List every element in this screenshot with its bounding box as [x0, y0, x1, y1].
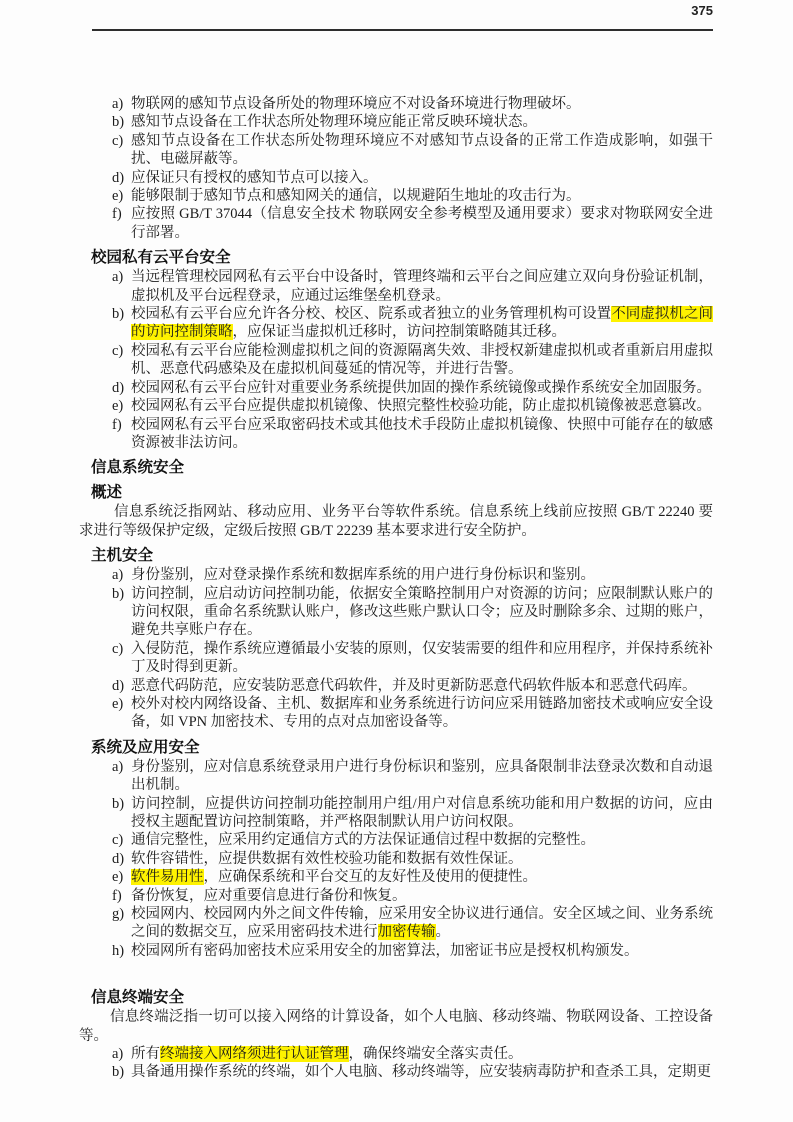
list-item	[79, 305, 713, 342]
item-text-pre: 所有	[131, 1046, 160, 1063]
item-text: 感知节点设备在工作状态所处物理环境应能正常反映环境状态。	[131, 114, 537, 131]
item-label: g)	[112, 906, 125, 923]
item-text	[131, 868, 713, 886]
system-app-security-list	[79, 758, 713, 960]
item-text-pre: 校园网内、校园网内外之间文件传输，应采用安全协议进行通信。安全区域之间、业务系统之间的数据交互，应采用密码技术进行	[131, 906, 713, 941]
item-text: 感知节点设备在工作状态所处物理环境应不对感知节点设备的正常工作造成影响，如强干扰、电磁屏蔽等。	[131, 132, 713, 168]
item-label: h)	[112, 942, 125, 959]
item-label: e)	[112, 398, 124, 415]
highlighted-text: 终端接入网络须进行认证管理	[160, 1046, 349, 1063]
list-item	[79, 640, 713, 677]
section-heading-host-security: 主机安全	[91, 547, 154, 565]
list-item	[79, 905, 713, 942]
list-item	[79, 887, 713, 905]
list-item	[79, 342, 713, 379]
highlighted-text: 加密传输	[377, 924, 436, 941]
section-heading-info-system-security: 信息系统安全	[91, 459, 185, 477]
item-text-post: ，应确保系统和平台交互的友好性及使用的便捷性。	[203, 869, 537, 886]
item-text: 校园网私有云平台应针对重要业务系统提供加固的操作系统镜像或操作系统安全加固服务。	[131, 379, 711, 396]
item-text: 能够限制于感知节点和感知网关的通信，以规避陌生地址的攻击行为。	[131, 188, 581, 205]
item-label: a)	[112, 269, 124, 286]
page-number: 375	[691, 3, 713, 18]
item-text: 当远程管理校园网私有云平台中设备时，管理终端和云平台之间应建立双向身份验证机制，虚拟机及平台远程登录，应通过运维堡垒机登录。	[131, 269, 713, 304]
item-text-pre: 校园私有云平台应允许各分校、校区、院系或者独立的业务管理机构可设置	[131, 306, 612, 323]
list-item	[79, 132, 713, 169]
list-item	[79, 831, 713, 849]
terminal-security-list	[79, 1045, 713, 1082]
item-label: d)	[112, 850, 125, 867]
item-label: c)	[112, 832, 124, 849]
host-security-list	[79, 566, 713, 732]
list-item	[79, 585, 713, 640]
item-label: a)	[112, 567, 124, 584]
item-label: f)	[112, 206, 122, 223]
item-text: 身份鉴别，应对信息系统登录用户进行身份标识和鉴别，应具备限制非法登录次数和自动退出机制。	[131, 758, 713, 794]
item-text: 校园网所有密码加密技术应采用安全的加密算法，加密证书应是授权机构颁发。	[131, 942, 639, 959]
item-text	[131, 905, 713, 942]
item-label: e)	[112, 869, 124, 886]
item-text: 物联网的感知节点设备所处的物理环境应不对设备环境进行物理破坏。	[131, 96, 581, 112]
header-rule	[92, 29, 713, 31]
list-item	[79, 268, 713, 305]
list-item	[79, 566, 713, 584]
item-label: b)	[112, 795, 125, 812]
iot-security-list	[79, 95, 713, 242]
item-label: b)	[112, 1064, 125, 1081]
item-text: 校外对校内网络设备、主机、数据库和业务系统进行访问应采用链路加密技术或响应安全设备，如 VPN 加密技术、专用的点对点加密设备等。	[131, 695, 713, 731]
item-label: f)	[112, 887, 122, 904]
list-item	[79, 397, 713, 415]
terminal-security-intro: 信息终端泛指一切可以接入网络的计算设备，如个人电脑、移动终端、物联网设备、工控设备等。	[79, 1009, 713, 1044]
item-text: 访问控制，应提供访问控制功能控制用户组/用户对信息系统功能和用户数据的访问，应由授权主题配置访问控制策略，并严格限制默认用户访问权限。	[131, 795, 713, 830]
list-item	[79, 795, 713, 832]
item-label: f)	[112, 416, 122, 433]
item-text-post: 。	[435, 924, 450, 941]
item-text: 通信完整性，应采用约定通信方式的方法保证通信过程中数据的完整性。	[131, 832, 595, 849]
item-label: a)	[112, 1046, 124, 1063]
item-text-post: ，确保终端安全落实责任。	[348, 1046, 523, 1063]
page-content	[79, 95, 713, 1082]
item-text: 应按照 GB/T 37044（信息安全技术 物联网安全参考模型及通用要求）要求对物联网安全进行部署。	[131, 206, 713, 241]
item-label: a)	[112, 96, 124, 112]
item-text	[131, 305, 713, 342]
list-item	[79, 758, 713, 795]
item-label: b)	[112, 306, 125, 323]
list-item	[79, 850, 713, 868]
item-label: b)	[112, 114, 125, 131]
item-text: 备份恢复，应对重要信息进行备份和恢复。	[131, 887, 407, 904]
list-item	[79, 113, 713, 131]
list-item	[79, 379, 713, 397]
highlighted-text: 软件易用性	[131, 869, 204, 886]
item-text: 校园网私有云平台应提供虚拟机镜像、快照完整性校验功能，防止虚拟机镜像被恶意篡改。	[131, 398, 711, 415]
item-text: 恶意代码防范，应安装防恶意代码软件，并及时更新防恶意代码软件版本和恶意代码库。	[131, 677, 697, 694]
item-text	[131, 1045, 713, 1063]
list-item	[79, 169, 713, 187]
list-item	[79, 187, 713, 205]
item-label: d)	[112, 379, 125, 396]
item-text: 校园私有云平台应能检测虚拟机之间的资源隔离失效、非授权新建虚拟机或者重新启用虚拟机、恶意代码感染及在虚拟机间蔓延的情况等，并进行告警。	[131, 342, 713, 378]
section-heading-overview: 概述	[91, 484, 123, 502]
section-heading-private-cloud-security: 校园私有云平台安全	[91, 249, 231, 267]
list-item	[79, 416, 713, 453]
item-label: c)	[112, 640, 124, 657]
item-text: 入侵防范，操作系统应遵循最小安装的原则，仅安装需要的组件和应用程序，并保持系统补丁及时得到更新。	[131, 640, 713, 676]
item-label: d)	[112, 169, 125, 186]
item-text: 具备通用操作系统的终端，如个人电脑、移动终端等，应安装病毒防护和查杀工具，定期更	[131, 1064, 711, 1081]
section-heading-terminal-security: 信息终端安全	[91, 989, 185, 1007]
list-item	[79, 1063, 713, 1081]
list-item	[79, 942, 713, 960]
private-cloud-list	[79, 268, 713, 452]
item-text: 软件容错性，应提供数据有效性校验功能和数据有效性保证。	[131, 850, 523, 867]
item-label: e)	[112, 188, 124, 205]
list-item	[79, 205, 713, 242]
item-label: c)	[112, 132, 124, 149]
item-label: b)	[112, 585, 125, 602]
highlighted-text: 不同虚拟机之间的访问控制策略	[131, 306, 714, 341]
list-item	[79, 868, 713, 886]
overview-paragraph: 信息系统泛指网站、移动应用、业务平台等软件系统。信息系统上线前应按照 GB/T 22240 要求进行等级保护定级，定级后按照 GB/T 22239 基本要求进行安全防护。	[79, 504, 713, 539]
item-text: 身份鉴别，应对登录操作系统和数据库系统的用户进行身份标识和鉴别。	[131, 567, 595, 584]
item-text: 访问控制，应启动访问控制功能，依据安全策略控制用户对资源的访问；应限制默认账户的访问权限，重命名系统默认账户，修改这些账户默认口令；应及时删除多余、过期的账户，避免共享账户存在。	[131, 585, 713, 639]
item-text-post: ，应保证当虚拟机迁移时，访问控制策略随其迁移。	[232, 324, 566, 341]
item-label: d)	[112, 677, 125, 694]
item-label: c)	[112, 342, 124, 359]
list-item	[79, 95, 713, 113]
section-heading-system-app-security: 系统及应用安全	[91, 738, 200, 756]
item-label: a)	[112, 758, 124, 775]
item-label: e)	[112, 695, 124, 712]
item-text: 校园网私有云平台应采取密码技术或其他技术手段防止虚拟机镜像、快照中可能存在的敏感资源被非法访问。	[131, 416, 713, 451]
list-item	[79, 677, 713, 695]
list-item	[79, 695, 713, 732]
item-text: 应保证只有授权的感知节点可以接入。	[131, 169, 378, 186]
list-item	[79, 1045, 713, 1063]
